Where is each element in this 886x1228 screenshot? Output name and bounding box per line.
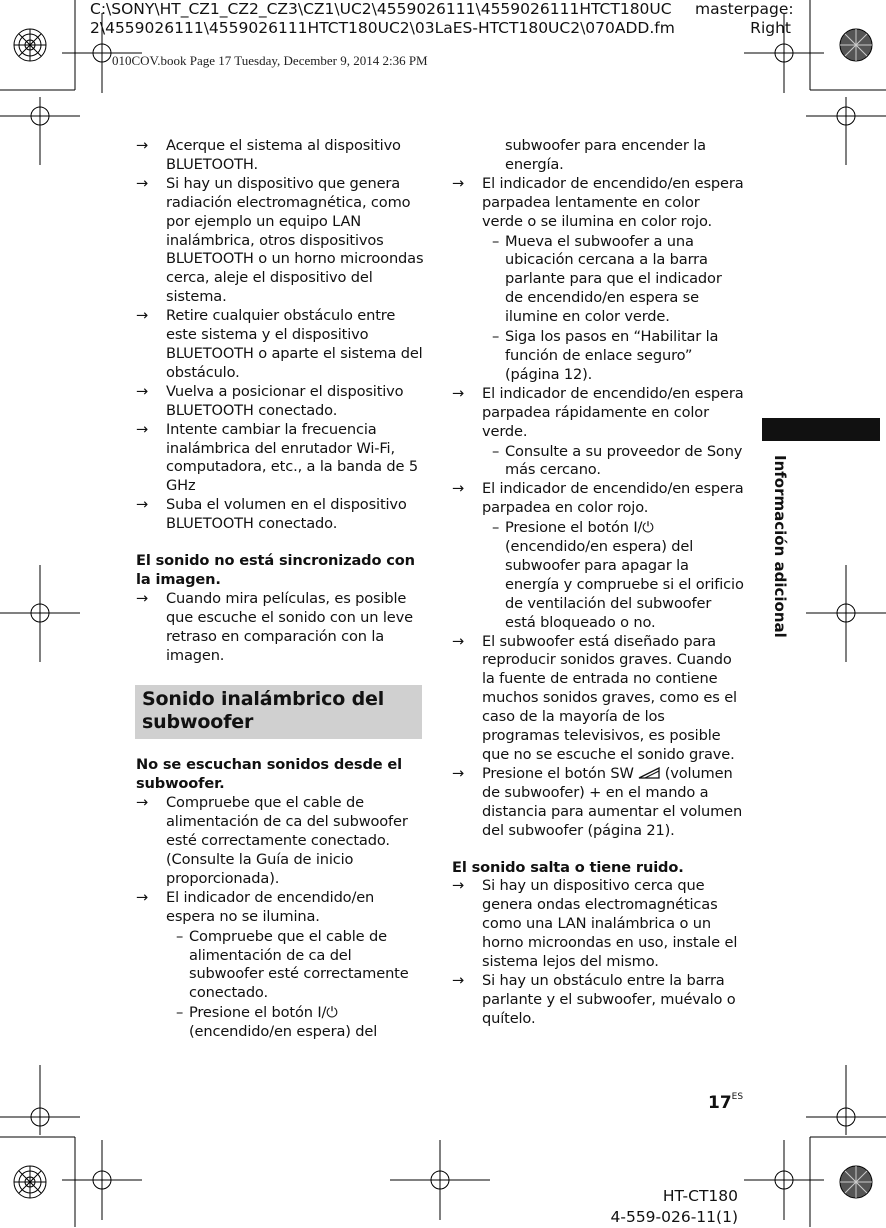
arrow-icon: →	[136, 137, 149, 154]
masterpage-header	[695, 0, 794, 38]
model-info	[611, 1186, 739, 1228]
list-item: → Compruebe que el cable de alimentación de ca del subwoofer esté correctamente conectado. (Consulte la Guía de inicio proporcionada).	[136, 794, 408, 887]
section-tab-marker	[762, 418, 880, 441]
sub-item: – Presione el botón I/⏻ (encendido/en espera) del subwoofer para apagar la energía y compruebe si el orificio de ventilación del subwoofer está bloqueado o no.	[492, 519, 744, 631]
arrow-icon: →	[136, 888, 149, 906]
arrow-icon: →	[136, 382, 149, 400]
list-item: → El indicador de encendido/en espera parpadea lentamente en color verde o se ilumina en color rojo.	[452, 174, 744, 230]
sub-item: – Mueva el subwoofer a una ubicación cercana a la barra parlante para que el indicador de encendido/en espera se ilumine en color verde.	[492, 232, 722, 326]
right-column	[452, 137, 744, 1029]
volume-ramp-icon	[638, 767, 660, 779]
list-item: → Acerque el sistema al dispositivo BLUETOOTH.	[136, 137, 401, 173]
continuation-text: subwoofer para encender la energía.	[505, 137, 706, 173]
arrow-icon: →	[452, 174, 465, 192]
sidebar-section-label: Información adicional	[771, 455, 789, 638]
masterpage-label: masterpage:	[695, 0, 794, 18]
file-path-line-2: 2\4559026111\4559026111HTCT180UC2\03LaES-HTCT180UC2\070ADD.fm	[90, 19, 675, 37]
arrow-icon: →	[452, 764, 465, 782]
arrow-icon: →	[452, 971, 465, 989]
arrow-icon: →	[136, 589, 149, 607]
list-item: → El subwoofer está diseñado para reproducir sonidos graves. Cuando la fuente de entrada no contiene muchos sonidos graves, como es el caso de la mayoría de los programas televisivos, es posible que no se escuche el sonido grave.	[452, 632, 737, 763]
arrow-icon: →	[136, 174, 149, 192]
arrow-icon: →	[136, 794, 149, 812]
section-title: Sonido inalámbrico del subwoofer	[135, 685, 422, 739]
list-item: → Si hay un dispositivo cerca que genera ondas electromagnéticas como una LAN inalámbrica o un horno microondas en uso, instale el sistema lejos del mismo.	[452, 877, 738, 971]
arrow-icon: →	[452, 877, 465, 895]
sub-item: – Presione el botón I/⏻ (encendido/en espera) del	[176, 1004, 378, 1041]
list-item: → Si hay un dispositivo que genera radiación electromagnética, como por ejemplo un equipo LAN inalámbrica, otros dispositivos BLUETOOTH o un horno microondas cerca, aleje el dispositivo del sistema.	[136, 174, 424, 306]
page-number: $17^{ES}$	[708, 1092, 744, 1113]
list-item: → El indicador de encendido/en espera parpadea en color rojo.	[452, 480, 744, 517]
arrow-icon: →	[136, 496, 149, 514]
arrow-icon: →	[452, 632, 465, 650]
list-item: → Si hay un obstáculo entre la barra parlante y el subwoofer, muévalo o quítelo.	[452, 971, 736, 1027]
list-item: → Suba el volumen en el dispositivo BLUETOOTH conectado.	[136, 496, 407, 533]
heading-sync: El sonido no está sincronizado con la imagen.	[136, 552, 415, 588]
file-path-line-1: C:\SONY\HT_CZ1_CZ2_CZ3\CZ1\UC2\4559026111\4559026111HTCT180UC	[90, 0, 672, 18]
file-path-header	[90, 0, 675, 38]
list-item: → Vuelva a posicionar el dispositivo BLUETOOTH conectado.	[136, 382, 404, 419]
list-item: → El indicador de encendido/en espera parpadea rápidamente en color verde.	[452, 384, 744, 440]
page-language-suffix: ES	[731, 1092, 744, 1102]
sub-item: – Siga los pasos en “Habilitar la función de enlace seguro” (página 12).	[492, 328, 719, 383]
arrow-icon: →	[136, 307, 149, 325]
sub-item: – Consulte a su proveedor de Sony más cercano.	[492, 442, 743, 479]
book-info-line: 010COV.book Page 17 Tuesday, December 9, 2014 2:36 PM	[112, 53, 428, 68]
list-item: → Presione el botón SW (volumen de subwoofer) + en el mando a distancia para aumentar el volumen del subwoofer (página 21).	[452, 764, 743, 839]
list-item: → Cuando mira películas, es posible que escuche el sonido con un leve retraso en comparación con la imagen.	[136, 589, 413, 664]
arrow-icon: →	[452, 480, 465, 498]
list-item: → Intente cambiar la frecuencia inalámbrica del enrutador Wi-Fi, computadora, etc., a la banda de 5 GHz	[136, 420, 418, 495]
list-item: → Retire cualquier obstáculo entre este sistema y el dispositivo BLUETOOTH o aparte el sistema del obstáculo.	[136, 307, 423, 381]
left-column	[136, 137, 426, 1042]
list-item: → El indicador de encendido/en espera no se ilumina.	[136, 888, 375, 925]
masterpage-value: Right	[750, 19, 791, 37]
heading-noise: El sonido salta o tiene ruido.	[452, 858, 684, 876]
model-name: HT-CT180	[662, 1187, 738, 1205]
sub-item: – Compruebe que el cable de alimentación de ca del subwoofer esté correctamente conectado.	[176, 927, 409, 1002]
arrow-icon: →	[452, 384, 465, 402]
heading-no-sound: No se escuchan sonidos desde el subwoofer.	[136, 756, 403, 793]
part-number: 4-559-026-11(1)	[610, 1208, 738, 1226]
arrow-icon: →	[136, 420, 149, 438]
